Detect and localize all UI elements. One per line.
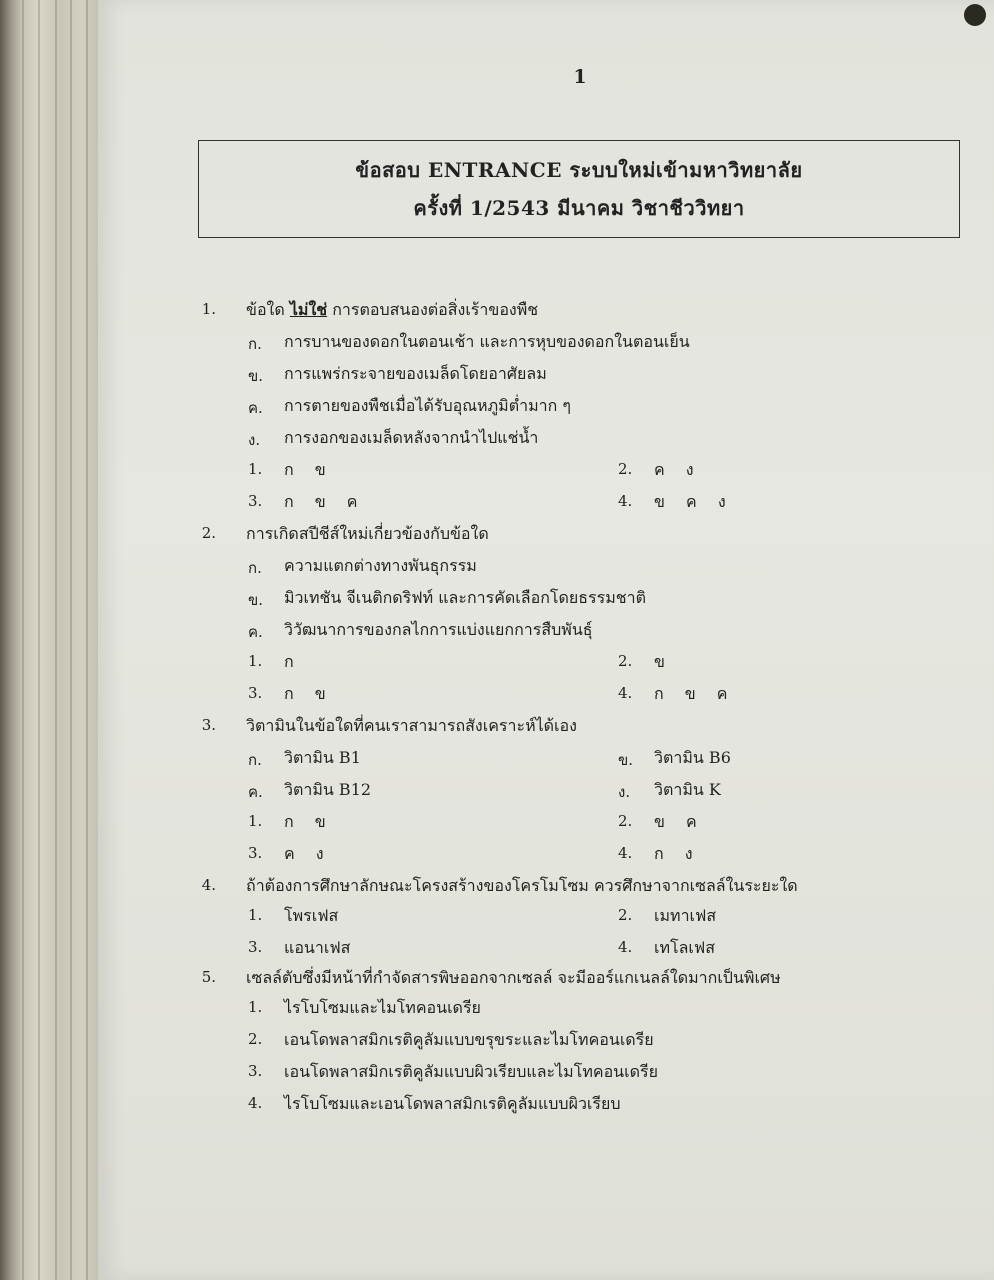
q5-choice-text: เอนโดพลาสมิกเรติคูลัมแบบผิวเรียบและไมโทคอนเดรีย <box>284 1062 658 1081</box>
q4-choice-text: เมทาเฟส <box>654 906 717 925</box>
q3-choice-text: ค ง <box>284 844 332 863</box>
question-2-number: 2. <box>201 524 216 542</box>
q2-choice-text: ข <box>654 652 673 671</box>
q4-choice-label: 3. <box>248 938 263 956</box>
q4-choice-text: เทโลเฟส <box>654 938 715 957</box>
q1-item-label: ค. <box>248 399 263 417</box>
question-4-number: 4. <box>201 876 216 894</box>
q1-item-text: การงอกของเมล็ดหลังจากนำไปแช่น้ำ <box>284 428 539 447</box>
q5-choice-text: เอนโดพลาสมิกเรติคูลัมแบบขรุขระและไมโทคอนเดรีย <box>284 1030 654 1049</box>
q3-item-label: ค. <box>248 783 263 801</box>
q2-item-label: ก. <box>248 559 262 577</box>
q3-item-text: วิตามิน K <box>654 780 721 799</box>
q3-choice-label: 2. <box>618 812 633 830</box>
q5-choice-label: 2. <box>248 1030 263 1048</box>
q1-choice-label: 1. <box>248 460 263 478</box>
q1-item-label: ง. <box>248 431 261 449</box>
q1-choice-label: 3. <box>248 492 263 510</box>
q4-choice-label: 2. <box>618 906 633 924</box>
q1-item-text: การบานของดอกในตอนเช้า และการหุบของดอกในตอนเย็น <box>284 332 690 351</box>
q1-item-text: การแพร่กระจายของเมล็ดโดยอาศัยลม <box>284 364 547 383</box>
q5-choice-text: ไรโบโซมและเอนโดพลาสมิกเรติคูลัมแบบผิวเรียบ <box>284 1094 621 1113</box>
book-page-edges <box>0 0 110 1280</box>
q3-item-text: วิตามิน B12 <box>284 780 372 799</box>
q5-choice-text: ไรโบโซมและไมโทคอนเดรีย <box>284 998 481 1017</box>
page-number: 1 <box>573 66 587 88</box>
exam-title-box <box>198 140 960 238</box>
q3-choice-label: 4. <box>618 844 633 862</box>
q3-choice-label: 3. <box>248 844 263 862</box>
q3-item-text: วิตามิน B6 <box>654 748 731 767</box>
q2-choice-label: 1. <box>248 652 263 670</box>
question-3-text: วิตามินในข้อใดที่คนเราสามารถสังเคราะห์ได้เอง <box>246 716 577 735</box>
q1-choice-text: ข ค ง <box>654 492 734 511</box>
q3-item-label: ง. <box>618 783 631 801</box>
q4-choice-label: 4. <box>618 938 633 956</box>
q2-choice-label: 4. <box>618 684 633 702</box>
q3-choice-label: 1. <box>248 812 263 830</box>
question-1-number: 1. <box>201 300 216 318</box>
q2-item-text: มิวเทชัน จีเนติกดริฟท์ และการคัดเลือกโดยธรรมชาติ <box>284 588 646 607</box>
q5-choice-label: 1. <box>248 998 263 1016</box>
exam-title-line1: ข้อสอบ ENTRANCE ระบบใหม่เข้ามหาวิทยาลัย <box>355 158 803 182</box>
exam-title-line2: ครั้งที่ 1/2543 มีนาคม วิชาชีววิทยา <box>413 196 745 220</box>
q2-item-text: ความแตกต่างทางพันธุกรรม <box>284 556 477 575</box>
q3-choice-text: ก ข <box>284 812 334 831</box>
q1-choice-label: 4. <box>618 492 633 510</box>
question-5-text: เซลล์ตับซึ่งมีหน้าที่กำจัดสารพิษออกจากเซลล์ จะมีออร์แกเนลล์ใดมากเป็นพิเศษ <box>246 968 781 987</box>
question-2-text: การเกิดสปีชีส์ใหม่เกี่ยวข้องกับข้อใด <box>246 524 489 543</box>
q3-item-label: ก. <box>248 751 262 769</box>
q1-choice-label: 2. <box>618 460 633 478</box>
question-1-text-post: การตอบสนองต่อสิ่งเร้าของพืช <box>332 300 539 319</box>
q2-item-label: ข. <box>248 591 264 609</box>
q4-choice-text: โพรเฟส <box>284 906 339 925</box>
q1-choice-text: ค ง <box>654 460 702 479</box>
q5-choice-label: 3. <box>248 1062 263 1080</box>
q1-item-label: ข. <box>248 367 264 385</box>
q2-choice-label: 2. <box>618 652 633 670</box>
q1-choice-text: ก ข ค <box>284 492 366 511</box>
q2-item-label: ค. <box>248 623 263 641</box>
q4-choice-text: แอนาเฟส <box>284 938 351 957</box>
q1-choice-text: ก ข <box>284 460 334 479</box>
q1-item-label: ก. <box>248 335 262 353</box>
q3-item-text: วิตามิน B1 <box>284 748 361 767</box>
q4-choice-label: 1. <box>248 906 263 924</box>
question-5-number: 5. <box>201 968 216 986</box>
q3-choice-text: ก ง <box>654 844 701 863</box>
q5-choice-label: 4. <box>248 1094 263 1112</box>
q1-item-text: การตายของพืชเมื่อได้รับอุณหภูมิต่ำมาก ๆ <box>284 396 571 415</box>
question-1-text <box>246 298 538 323</box>
question-3-number: 3. <box>201 716 216 734</box>
q3-item-label: ข. <box>618 751 634 769</box>
q2-choice-text: ก <box>284 652 302 671</box>
q2-choice-label: 3. <box>248 684 263 702</box>
q2-item-text: วิวัฒนาการของกลไกการแบ่งแยกการสืบพันธุ์ <box>284 620 593 639</box>
q3-choice-text: ข ค <box>654 812 705 831</box>
binder-hole <box>964 4 986 26</box>
question-1-text-pre: ข้อใด <box>246 300 285 319</box>
question-4-text: ถ้าต้องการศึกษาลักษณะโครงสร้างของโครโมโซม ควรศึกษาจากเซลล์ในระยะใด <box>246 876 798 895</box>
q2-choice-text: ก ข ค <box>654 684 736 703</box>
question-1-emphasis: ไม่ใช่ <box>289 300 328 319</box>
q2-choice-text: ก ข <box>284 684 334 703</box>
